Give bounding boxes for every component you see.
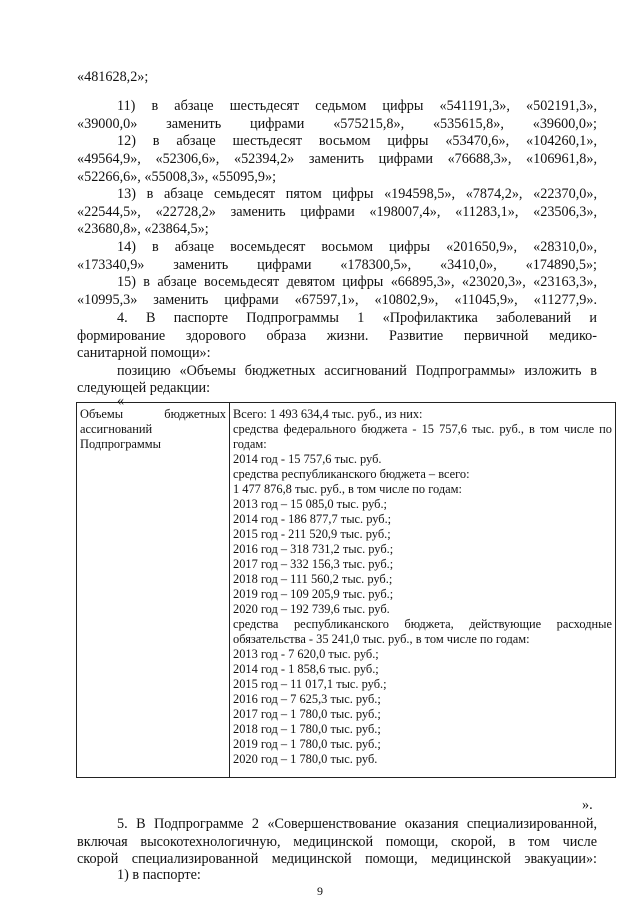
value-line: 2014 год - 186 877,7 тыс. руб.;: [233, 512, 392, 526]
text-line: 15) в абзаце восемьдесят девятом цифры «66895,3», «23020,3», «23163,3»,: [117, 274, 597, 290]
text-line: «52266,6», «55008,3», «55095,9»;: [77, 169, 277, 185]
value-line: 2017 год – 1 780,0 тыс. руб.;: [233, 707, 381, 721]
value-line: 2019 год – 1 780,0 тыс. руб.;: [233, 737, 381, 751]
label-line: Объемы бюджетных: [80, 407, 226, 421]
opening-quote: «: [117, 393, 125, 409]
text-line: скорой специализированной медицинской помощи, медицинской эвакуации»:: [77, 851, 597, 867]
value-line: 2014 год - 15 757,6 тыс. руб.: [233, 452, 382, 466]
value-line: 2018 год – 111 560,2 тыс. руб.;: [233, 572, 393, 586]
text-line: «49564,9», «52306,6», «52394,2» заменить цифрами «76688,3», «106961,8»,: [77, 151, 597, 167]
text-line: 5. В Подпрограмме 2 «Совершенствование оказания специализированной,: [117, 816, 597, 832]
text-line: «39000,0» заменить цифрами «575215,8», «535615,8», «39600,0»;: [77, 116, 597, 132]
value-line: 2019 год – 109 205,9 тыс. руб.;: [233, 587, 394, 601]
value-line: 2013 год – 15 085,0 тыс. руб.;: [233, 497, 387, 511]
value-line: 2016 год – 7 625,3 тыс. руб.;: [233, 692, 381, 706]
text-line: следующей редакции:: [77, 380, 211, 396]
value-line: 2015 год - 211 520,9 тыс. руб.;: [233, 527, 391, 541]
text-line: формирование здорового образа жизни. Развитие первичной медико-: [77, 328, 597, 344]
text-line: 4. В паспорте Подпрограммы 1 «Профилактика заболеваний и: [117, 310, 597, 326]
value-line: 2016 год – 318 731,2 тыс. руб.;: [233, 542, 394, 556]
value-line: средства федерального бюджета - 15 757,6 тыс. руб., в том числе по годам:: [233, 422, 612, 451]
text-line: включая высокотехнологичную, медицинской помощи, скорой, в том числе: [77, 834, 597, 850]
text-line: санитарной помощи»:: [77, 345, 211, 361]
value-line: 2018 год – 1 780,0 тыс. руб.;: [233, 722, 381, 736]
value-line: средства республиканского бюджета, действующие расходные обязательства - 35 241,0 тыс. руб., в том числе по годам:: [233, 617, 612, 646]
text-line: «481628,2»;: [77, 69, 149, 85]
text-line: 13) в абзаце семьдесят пятом цифры «194598,5», «7874,2», «22370,0»,: [117, 186, 597, 202]
table-label-cell: [77, 403, 230, 778]
value-line: Всего: 1 493 634,4 тыс. руб., из них:: [233, 407, 423, 421]
value-line: 2015 год – 11 017,1 тыс. руб.;: [233, 677, 387, 691]
table-value-cell: [230, 403, 616, 778]
value-line: 1 477 876,8 тыс. руб., в том числе по годам:: [233, 482, 462, 496]
value-line: средства республиканского бюджета – всего:: [233, 467, 470, 481]
value-line: 2020 год – 1 780,0 тыс. руб.: [233, 752, 378, 766]
label-line: ассигнований: [80, 422, 153, 436]
closing-quote: ».: [582, 797, 593, 813]
text-line: «23680,8», «23864,5»;: [77, 221, 209, 237]
value-line: 2017 год – 332 156,3 тыс. руб.;: [233, 557, 394, 571]
text-line: 1) в паспорте:: [117, 867, 201, 883]
value-line: 2013 год - 7 620,0 тыс. руб.;: [233, 647, 379, 661]
value-line: 2020 год – 192 739,6 тыс. руб.: [233, 602, 390, 616]
text-line: 12) в абзаце шестьдесят восьмом цифры «53470,6», «104260,1»,: [117, 133, 597, 149]
text-line: «10995,3» заменить цифрами «67597,1», «10802,9», «11045,9», «11277,9».: [77, 292, 597, 308]
text-line: позицию «Объемы бюджетных ассигнований Подпрограммы» изложить в: [117, 363, 597, 379]
text-line: «22544,5», «22728,2» заменить цифрами «198007,4», «11283,1», «23506,3»,: [77, 204, 597, 220]
label-line: Подпрограммы: [80, 437, 161, 451]
budget-table: [76, 402, 616, 778]
text-line: 11) в абзаце шестьдесят седьмом цифры «541191,3», «502191,3»,: [117, 98, 597, 114]
value-line: 2014 год - 1 858,6 тыс. руб.;: [233, 662, 379, 676]
table-row: [77, 403, 616, 778]
text-line: 14) в абзаце восемьдесят восьмом цифры «201650,9», «28310,0»,: [117, 239, 597, 255]
page-number: 9: [317, 884, 323, 898]
text-line: «173340,9» заменить цифрами «178300,5», «3410,0», «174890,5»;: [77, 257, 597, 273]
